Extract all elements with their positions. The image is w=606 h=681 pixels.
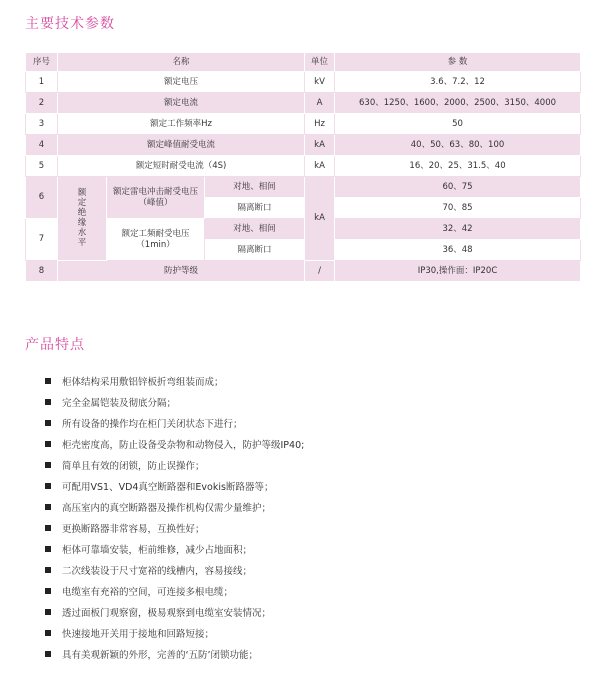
feature-text: 具有美观新颖的外形，完善的‘五防’闭锁功能； [62,649,259,661]
cell-no: 5 [26,156,58,177]
cell-value: 36、48 [335,240,581,261]
cell-name: 额定短时耐受电流（4S) [58,156,305,177]
table-row [26,261,581,282]
cell-unit: Hz [305,114,335,135]
square-bullet-icon [45,651,51,657]
feature-text: 简单且有效的闭锁，防止误操作； [62,460,205,472]
cell-name: 额定电压 [58,72,305,93]
cell-value: 16、20、25、31.5、40 [335,156,581,177]
list-item [45,538,304,559]
square-bullet-icon [45,525,51,531]
cell-unit: kA [305,156,335,177]
cell-sub: 隔离断口 [205,198,305,219]
cell-name: 额定峰值耐受电流 [58,135,305,156]
header-name: 名称 [58,53,305,72]
cell-sub: 对地、相间 [205,177,305,198]
cell-name: 额定工作频率Hz [58,114,305,135]
cell-no: 4 [26,135,58,156]
feature-text: 完全金属铠装及彻底分隔； [62,397,177,409]
cell-unit: A [305,93,335,114]
list-item [45,643,304,664]
square-bullet-icon [45,462,51,468]
feature-text: 高压室内的真空断路器及操作机构仅需少量维护； [62,502,272,514]
feature-text: 更换断路器非常容易，互换性好； [62,523,205,535]
cell-unit: / [305,261,335,282]
feature-text: 透过面板门观察窗，极易观察到电缆室安装情况； [62,607,272,619]
tech-params-table [25,52,581,282]
cell-value: 3.6、7.2、12 [335,72,581,93]
insulation-label-cell [58,177,107,261]
table-row [26,177,581,198]
list-item [45,412,304,433]
square-bullet-icon [45,441,51,447]
cell-no: 3 [26,114,58,135]
cell-value: 32、42 [335,219,581,240]
table-row [26,93,581,114]
square-bullet-icon [45,399,51,405]
cell-value: 40、50、63、80、100 [335,135,581,156]
feature-text: 柜体结构采用敷铝锌板折弯组装而成； [62,376,224,388]
table-row [26,156,581,177]
cell-no: 6 [26,177,58,219]
cell-no: 1 [26,72,58,93]
list-item [45,622,304,643]
section-title-features: 产品特点 [25,337,85,353]
square-bullet-icon [45,504,51,510]
feature-text: 快速接地开关用于接地和回路短接； [62,628,215,640]
list-item [45,601,304,622]
cell-name: 额定电流 [58,93,305,114]
list-item [45,580,304,601]
cell-unit: kV [305,72,335,93]
cell-no: 2 [26,93,58,114]
feature-text: 柜体可靠墙安装，柜前维修，减少占地面积； [62,544,253,556]
list-item [45,370,304,391]
cell-unit: kA [305,177,335,261]
cell-value: 70、85 [335,198,581,219]
cell-name: 额定雷电冲击耐受电压（峰值） [107,177,205,219]
list-item [45,496,304,517]
cell-name: 防护等级 [58,261,305,282]
feature-text: 可配用VS1、VD4真空断路器和Evokis断路器等； [62,481,274,493]
square-bullet-icon [45,609,51,615]
cell-name: 额定工频耐受电压（1min） [107,219,205,261]
feature-list [45,370,304,664]
cell-value: 630、1250、1600、2000、2500、3150、4000 [335,93,581,114]
insulation-label: 额定绝缘水平 [77,188,87,248]
list-item [45,391,304,412]
square-bullet-icon [45,483,51,489]
list-item [45,433,304,454]
cell-value: IP30,操作面：IP20C [335,261,581,282]
cell-unit: kA [305,135,335,156]
section-title-tech-params: 主要技术参数 [25,16,115,32]
header-no: 序号 [26,53,58,72]
feature-text: 柜壳密度高，防止设备受杂物和动物侵入，防护等级IP40; [62,439,305,451]
square-bullet-icon [45,546,51,552]
feature-text: 二次线装设于尺寸宽裕的线槽内，容易接线； [62,565,253,577]
table-header-row [26,53,581,72]
list-item [45,454,304,475]
square-bullet-icon [45,567,51,573]
feature-text: 电缆室有充裕的空间，可连接多根电缆； [62,586,234,598]
square-bullet-icon [45,378,51,384]
list-item [45,517,304,538]
table-row [26,135,581,156]
square-bullet-icon [45,420,51,426]
cell-sub: 对地、相间 [205,219,305,240]
list-item [45,559,304,580]
table-row [26,72,581,93]
square-bullet-icon [45,630,51,636]
cell-value: 60、75 [335,177,581,198]
list-item [45,475,304,496]
square-bullet-icon [45,588,51,594]
cell-sub: 隔离断口 [205,240,305,261]
feature-text: 所有设备的操作均在柜门关闭状态下进行； [62,418,243,430]
header-unit: 单位 [305,53,335,72]
header-value: 参 数 [335,53,581,72]
cell-no: 8 [26,261,58,282]
cell-value: 50 [335,114,581,135]
table-row [26,114,581,135]
table-row [26,219,581,240]
cell-no: 7 [26,219,58,261]
